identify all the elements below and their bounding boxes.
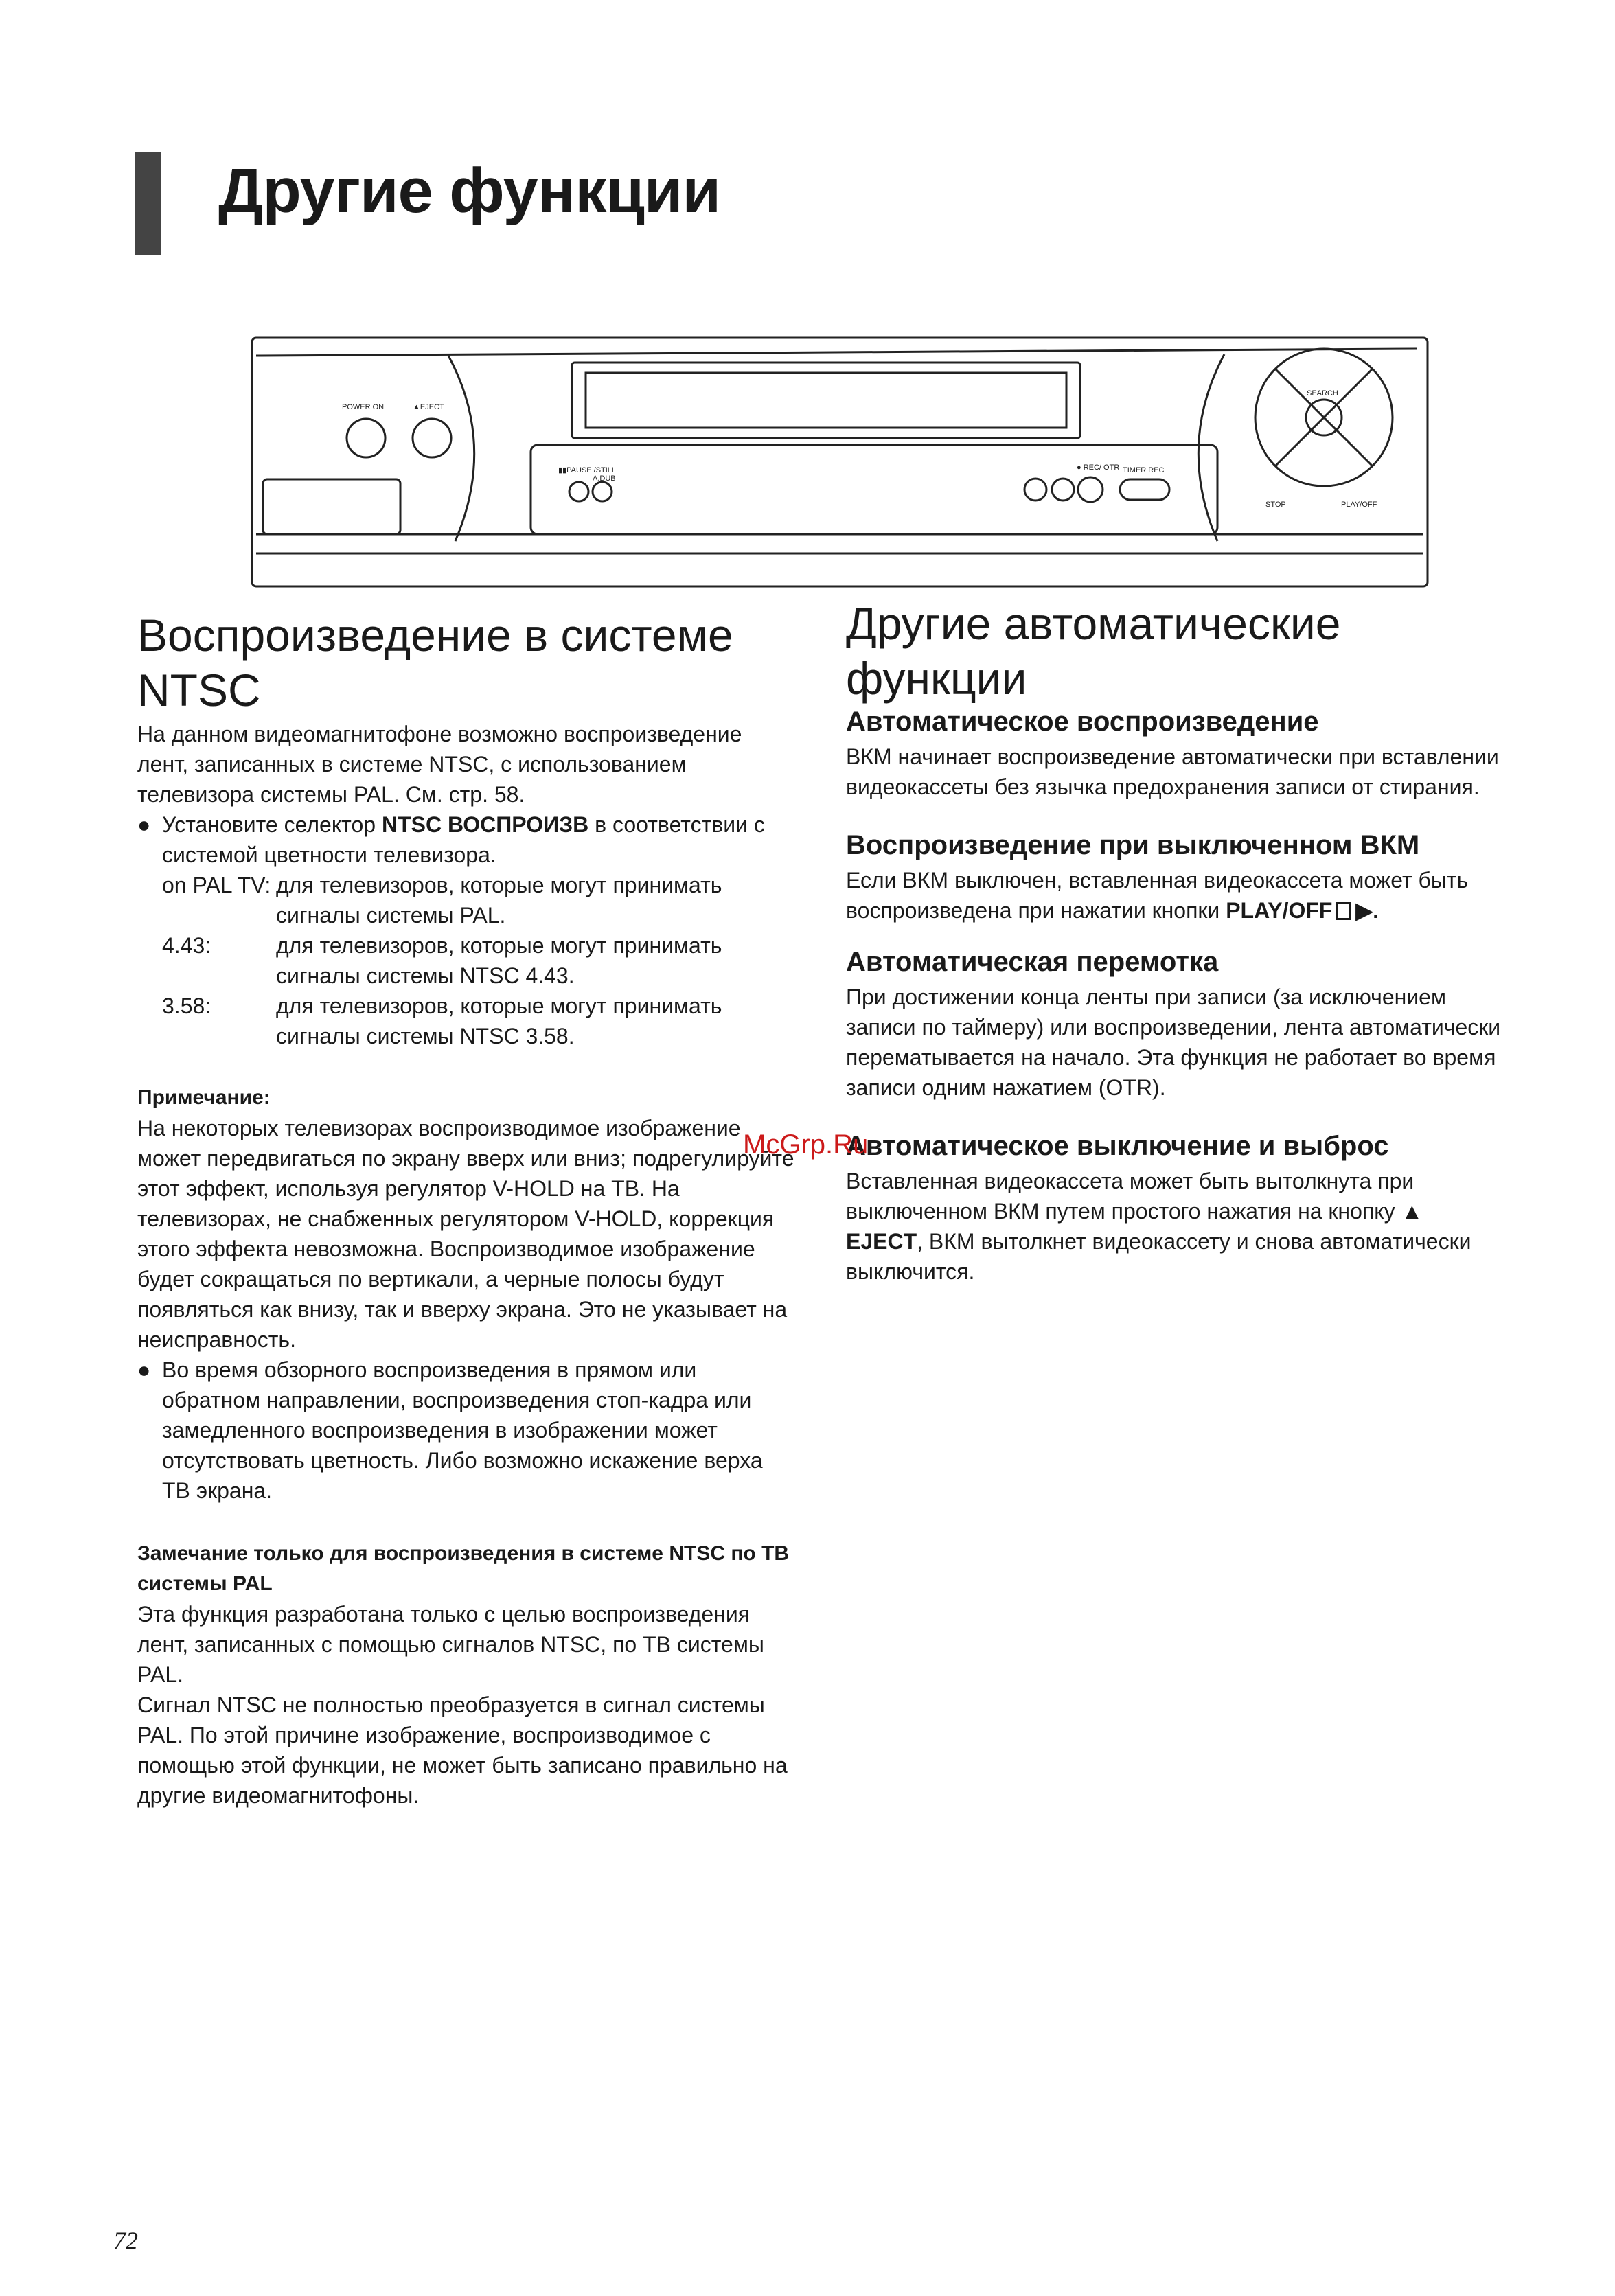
note-title: Примечание: — [137, 1086, 271, 1109]
front-display-panel — [531, 445, 1217, 534]
otr-label: ● REC/ OTR — [1077, 463, 1120, 472]
auto-play-title: Автоматическое воспроизведение — [846, 707, 1319, 737]
option-358 — [137, 991, 797, 1051]
cassette-door — [586, 373, 1066, 428]
timer-label: TIMER REC — [1123, 466, 1165, 474]
power-label: POWER ON — [342, 403, 385, 411]
eject-label: ▲EJECT — [413, 403, 444, 411]
option-value: для телевизоров, которые могут принимать сигналы системы PAL. — [276, 873, 722, 928]
vcr-body — [252, 338, 1428, 586]
bullet-dot: ● — [137, 1357, 151, 1382]
auto-off-eject-title: Автоматическое выключение и выброс — [846, 1131, 1389, 1161]
right-column — [846, 596, 1505, 1287]
play-label: PLAY/OFF — [1341, 501, 1377, 509]
timer-rec-button-icon — [1120, 479, 1169, 500]
auto-play-text: ВКМ начинает воспроизведение автоматически при вставлении видеокассеты без язычка предохранения записи от стирания. — [846, 744, 1499, 799]
remark-title: Замечание только для воспроизведения в системе NTSC по ТВ системы PAL — [137, 1542, 790, 1595]
left-door-panel — [263, 479, 400, 534]
vcr-left-curve — [448, 356, 474, 541]
play-when-off-title: Воспроизведение при выключенном ВКМ — [846, 830, 1420, 860]
option-key: on PAL TV: — [162, 873, 271, 897]
remark-text-2: Сигнал NTSC не полностью преобразуется в сигнал системы PAL. По этой причине изображение, воспроизводимое с помощью этой функции, не может быть записано правильно на другие видеомагнитофоны. — [137, 1692, 788, 1808]
section-heading-ntsc: Воспроизведение в системе NTSC — [137, 610, 733, 715]
option-key: 4.43: — [162, 933, 211, 958]
vcr-top-edge — [256, 349, 1417, 356]
bullet-dot: ● — [137, 812, 151, 837]
note-text: На некоторых телевизорах воспроизводимое изображение может передвигаться по экрану вверх или вниз; подрегулируйте этот эффект, используя регулятор V-HOLD на ТВ. На телевизорах, не снабженных регулятором V-HOLD, коррекция этого эффекта невозможна. Воспроизводимое изображение будет сокращаться по вертикали, а черные полосы будут появляться как внизу, так и вверху экрана. Это не указывает на неисправность. — [137, 1116, 794, 1352]
channel-down-button-icon — [1024, 479, 1046, 501]
option-value: для телевизоров, которые могут принимать сигналы системы NTSC 4.43. — [276, 933, 722, 988]
stop-label: STOP — [1265, 501, 1286, 509]
ntsc-bullet-selector: ● Установите селектор NTSC ВОСПРОИЗВ в соответствии с системой цветности телевизора. — [137, 810, 797, 870]
auto-rewind-title: Автоматическая перемотка — [846, 947, 1219, 977]
ntsc-intro: На данном видеомагнитофоне возможно воспроизведение лент, записанных в системе NTSC, с использованием телевизора системы PAL. См. стр. 58. — [137, 722, 742, 807]
option-value: для телевизоров, которые могут принимать сигналы системы NTSC 3.58. — [276, 994, 722, 1048]
play-when-off-text: Если ВКМ выключен, вставленная видеокассета может быть воспроизведена при нажатии кнопки PLAY/OFF ▶. — [846, 868, 1469, 923]
note-bullet: ● Во время обзорного воспроизведения в прямом или обратном направлении, воспроизведения стоп-кадра или замедленного воспроизведения в изображении может отсутствовать цветность. Либо возможно искажение верха ТВ экрана. — [137, 1355, 797, 1506]
eject-button-icon — [413, 419, 451, 457]
otr-button-icon — [1078, 477, 1103, 502]
option-443 — [137, 930, 797, 991]
adub-button-icon — [593, 482, 612, 501]
still-button-icon — [569, 482, 588, 501]
vcr-bottom-band — [256, 534, 1423, 553]
vcr-right-curve — [1198, 354, 1224, 541]
watermark: McGrp.Ru — [743, 1129, 869, 1160]
search-label: SEARCH — [1307, 389, 1338, 398]
channel-up-button-icon — [1052, 479, 1074, 501]
still-label: ▮▮PAUSE /STILL — [558, 466, 617, 474]
page-number: 72 — [113, 2227, 138, 2254]
play-off-icon — [1336, 902, 1351, 920]
option-pal — [137, 870, 797, 930]
section-heading-auto: Другие автоматические функции — [846, 598, 1341, 704]
jog-dial-dividers — [1276, 369, 1372, 466]
left-column — [137, 608, 797, 1811]
title-marker-bar — [135, 152, 161, 255]
page-title: Другие функции — [218, 156, 721, 226]
remark-text-1: Эта функция разработана только с целью воспроизведения лент, записанных с помощью сигналов NTSC, по ТВ системы PAL. — [137, 1602, 764, 1687]
auto-off-eject-text: Вставленная видеокассета может быть вытолкнута при выключенном ВКМ путем простого нажатия на кнопку ▲ EJECT, ВКМ вытолкнет видеокассету и снова автоматически выключится. — [846, 1169, 1471, 1284]
vcr-front-panel-illustration — [249, 335, 1431, 589]
option-key: 3.58: — [162, 994, 211, 1018]
adub-label: A.DUB — [593, 474, 616, 483]
power-button-icon — [347, 419, 385, 457]
auto-rewind-text: При достижении конца ленты при записи (за исключением записи по таймеру) или воспроизведении, лента автоматически перематывается на начало. Эта функция не работает во время записи одним нажатием (OTR). — [846, 985, 1501, 1100]
